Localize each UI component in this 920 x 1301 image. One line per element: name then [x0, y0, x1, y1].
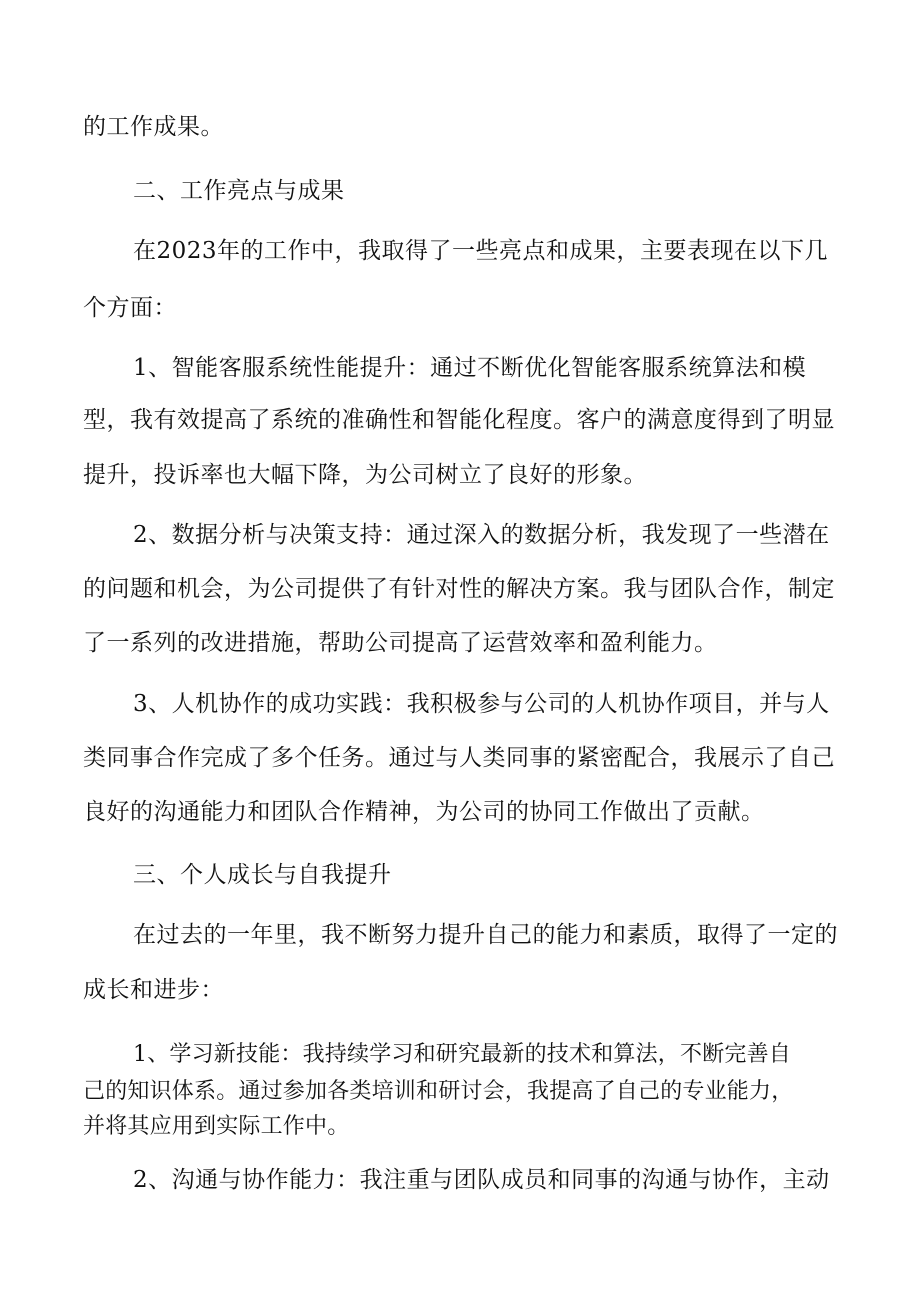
text-line: 提升，投诉率也大幅下降，为公司树立了良好的形象。	[83, 462, 647, 488]
list-item-line: 1、智能客服系统性能提升：通过不断优化智能客服系统算法和模	[133, 355, 807, 381]
text-line: 型，我有效提高了系统的准确性和智能化程度。客户的满意度得到了明显	[83, 407, 835, 433]
list-item-line: 2、沟通与协作能力：我注重与团队成员和同事的沟通与协作，主动	[133, 1167, 830, 1193]
text-line: 的问题和机会，为公司提供了有针对性的解决方案。我与团队合作，制定	[83, 576, 835, 602]
text-line: 成长和进步：	[83, 977, 224, 1003]
text-line: 在2023年的工作中，我取得了一些亮点和成果，主要表现在以下几	[133, 238, 829, 264]
section-heading: 三、个人成长与自我提升	[133, 862, 392, 888]
list-item-line: 1、学习新技能：我持续学习和研究最新的技术和算法，不断完善自	[133, 1042, 791, 1067]
section-heading: 二、工作亮点与成果	[133, 178, 345, 204]
text-line: 在过去的一年里，我不断努力提升自己的能力和素质，取得了一定的	[133, 922, 838, 948]
text-line: 的工作成果。	[83, 114, 224, 140]
text-line: 类同事合作完成了多个任务。通过与人类同事的紧密配合，我展示了自己	[83, 745, 835, 771]
text-line: 了一系列的改进措施，帮助公司提高了运营效率和盈利能力。	[83, 630, 718, 656]
list-item-line: 3、人机协作的成功实践：我积极参与公司的人机协作项目，并与人	[133, 691, 830, 717]
text-line: 己的知识体系。通过参加各类培训和研讨会，我提高了自己的专业能力，	[83, 1079, 794, 1104]
list-item-line: 2、数据分析与决策支持：通过深入的数据分析，我发现了一些潜在	[133, 522, 830, 548]
text-line: 并将其应用到实际工作中。	[83, 1114, 350, 1139]
text-line: 良好的沟通能力和团队合作精神，为公司的协同工作做出了贡献。	[83, 799, 765, 825]
text-line: 个方面：	[83, 295, 177, 321]
